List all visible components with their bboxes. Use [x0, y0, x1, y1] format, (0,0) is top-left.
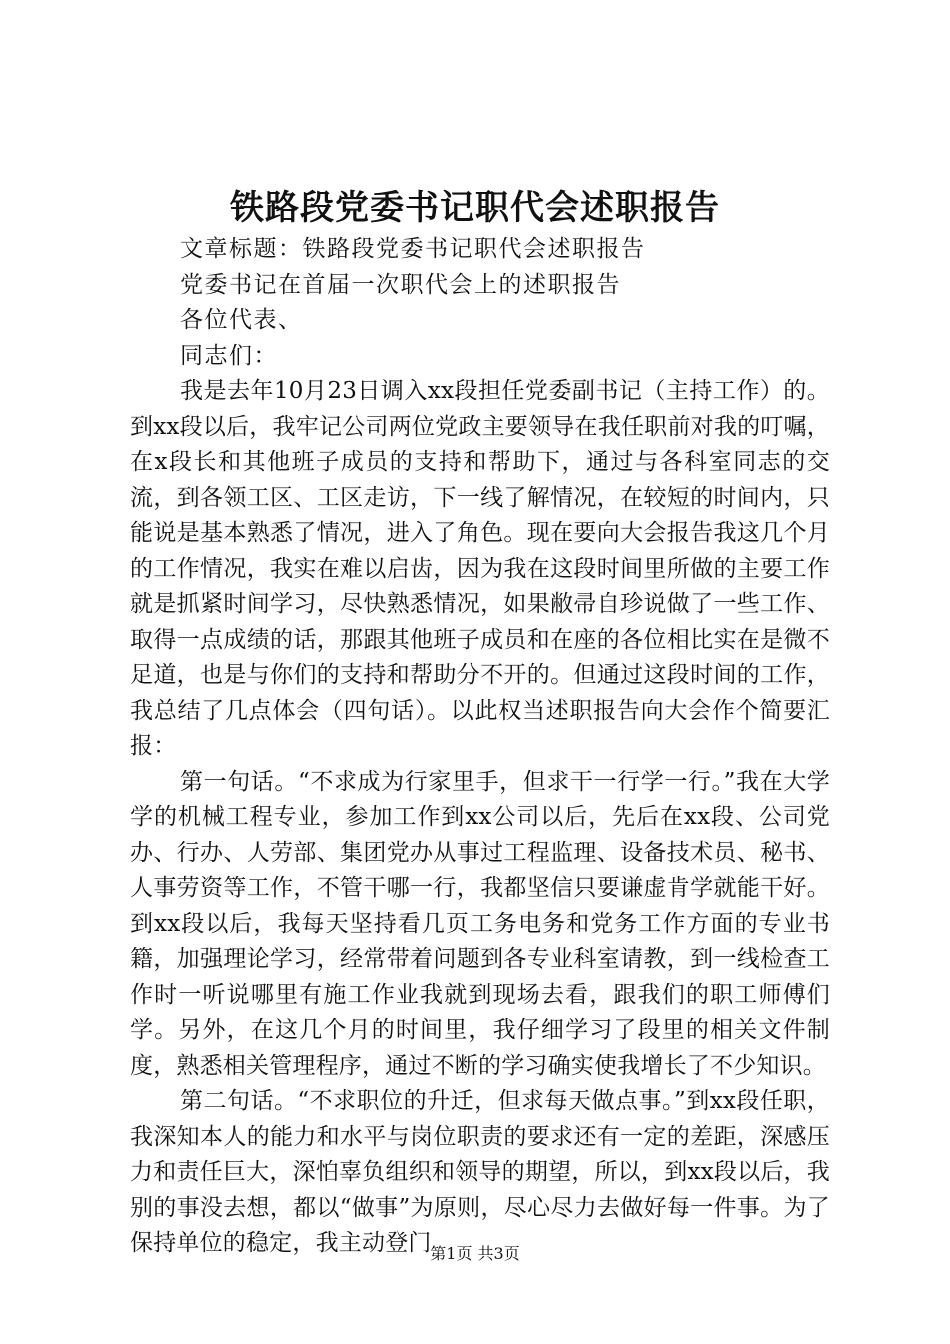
report-subtitle-line: 党委书记在首届一次职代会上的述职报告 [180, 271, 621, 298]
salutation-delegates: 各位代表、 [180, 307, 303, 333]
body-paragraph-first-point: 第一句话。“不求成为行家里手，但求干一行学一行。”我在大学学的机械工程专业，参加工作到xx公司以后，先后在xx段、公司党办、行办、人劳部、集团党办从事过工程监理、设备技术员、秘书、人事劳资等工作，不管干哪一行，我都坚信只要谦虚肯学就能干好。到xx段以后，我每天坚持看几页工务电务和党务工作方面的专业书籍，加强理论学习，经常带着问题到各专业科室请教，到一线检查工作时一听说哪里有施工作业我就到现场去看，跟我们的职工师傅们学。另外，在这几个月的时间里，我仔细学习了段里的相关文件制度，熟悉相关管理程序，通过不断的学习确实使我增长了不少知识。 [130, 768, 830, 1079]
page-number-footer: 第1页 共3页 [430, 1244, 520, 1263]
body-paragraph-intro: 我是去年10月23日调入xx段担任党委副书记（主持工作）的。到xx段以后，我牢记公司两位党政主要领导在我任职前对我的叮嘱，在x段长和其他班子成员的支持和帮助下，通过与各科室同志的交流，到各领工区、工区走访，下一线了解情况，在较短的时间内，只能说是基本熟悉了情况，进入了角色。现在要向大会报告我这几个月的工作情况，我实在难以启齿，因为我在这段时间里所做的主要工作就是抓紧时间学习，尽快熟悉情况，如果敝帚自珍说做了一些工作、取得一点成绩的话，那跟其他班子成员和在座的各位相比实在是微不足道，也是与你们的支持和帮助分不开的。但通过这段时间的工作，我总结了几点体会（四句话）。以此权当述职报告向大会作个简要汇报： [130, 378, 830, 759]
salutation-comrades: 同志们： [180, 342, 278, 369]
document-body [130, 232, 830, 1262]
body-paragraph-second-point: 第二句话。“不求职位的升迁，但求每天做点事。”到xx段任职，我深知本人的能力和水平与岗位职责的要求还有一定的差距，深感压力和责任巨大，深怕辜负组织和领导的期望，所以，到xx段以后，我别的事没去想，都以“做事”为原则，尽心尽力去做好每一件事。为了保持单位的稳定，我主动登门 [130, 1088, 830, 1256]
article-title-line: 文章标题：铁路段党委书记职代会述职报告 [180, 236, 646, 262]
document-title: 铁路段党委书记职代会述职报告 [230, 188, 720, 228]
